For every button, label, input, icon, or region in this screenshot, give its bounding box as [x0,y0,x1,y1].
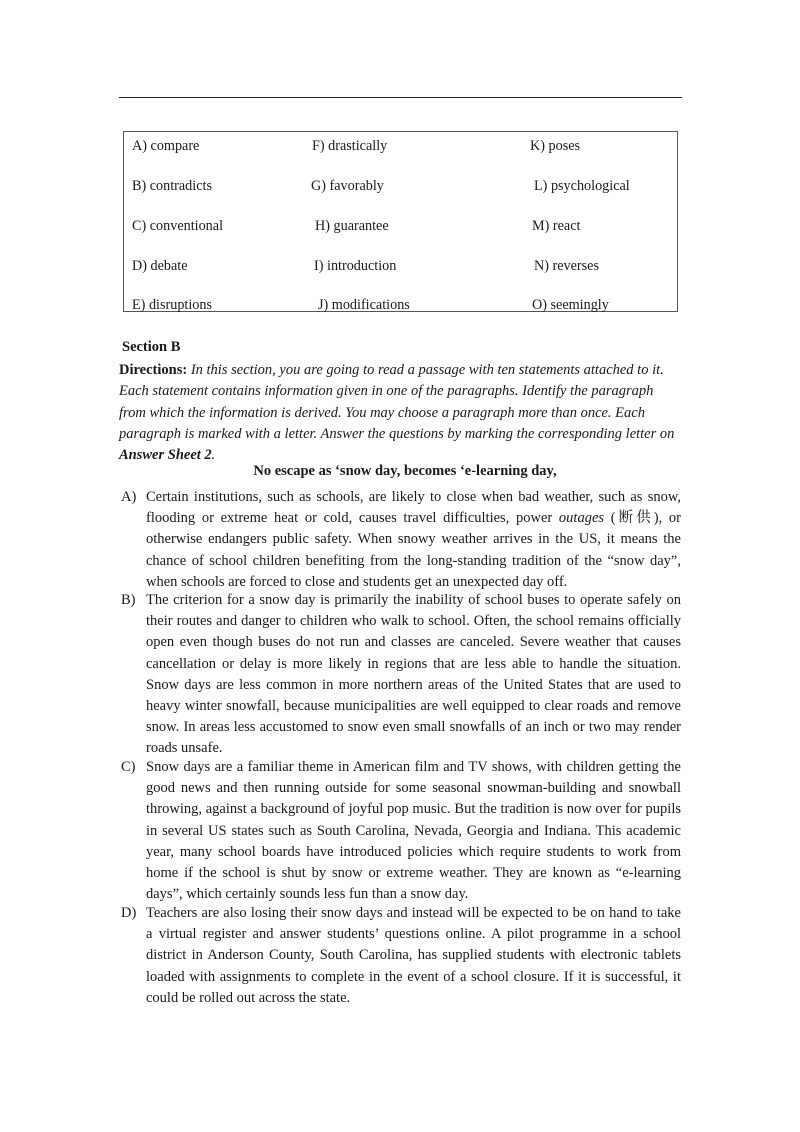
word-option-e: E) disruptions [132,297,212,313]
word-option-j: J) modifications [318,297,410,313]
word-option-f: F) drastically [312,138,388,154]
paragraph-text: Certain institutions, such as schools, are likely to close when bad weather, such as snow, flooding or extreme heat or cold, causes travel difficulties, power [146,489,681,527]
paragraph-text: Snow days are a familiar theme in American film and TV shows, with children getting the good news and then running outside for some seasonal snowman-building and snowball throwing, against a background of joyful pop music. But the tradition is now over for pupils in several US states such as South Carolina, Nevada, Georgia and Indiana. This academic year, many school boards have introduced policies which require students to work from home if the school is shut by snow or extreme weather. They are known as “e-learning days”, which certainly sounds less fun than a snow day. [146,759,681,903]
directions-end: . [211,447,216,464]
word-option-d: D) debate [132,258,188,274]
paragraph-letter: D) [121,905,137,921]
section-title: Section B [122,339,181,355]
word-bank-table [123,131,678,312]
word-option-b: B) contradicts [132,178,212,194]
paragraph-text: Teachers are also losing their snow days and instead will be expected to be on hand to take a virtual register and answer students’ questions online. A pilot programme in a school district in Anderson County, South Carolina, has supplied students with electronic tablets loaded with assignments to complete in the event of a school closure. If it is successful, it could be rolled out across the state. [146,905,681,1006]
paragraph-d [121,903,681,1009]
top-divider [119,97,682,98]
word-option-a: A) compare [132,138,200,154]
word-option-n: N) reverses [534,258,599,274]
paragraph-c [121,757,681,905]
paragraph-letter: B) [121,592,136,608]
word-option-l: L) psychological [534,178,630,194]
word-option-c: C) conventional [132,218,224,234]
paragraph-b [121,590,681,760]
word-option-o: O) seemingly [532,297,609,313]
paragraph-text: The criterion for a snow day is primarily the inability of school buses to operate safely on their routes and danger to children who walk to school. Often, the school remains officially open even though buses do not run and classes are canceled. Severe weather that causes cancellation or delay is more likely in regions that are less able to handle the situation. Snow days are less common in more northern areas of the United States that are used to heavy winter snowfall, because municipalities are well equipped to clear roads and remove snow. In areas less accustomed to snow even small snowfalls of an inch or two may render roads unsafe. [146,592,681,757]
word-option-g: G) favorably [311,178,384,194]
paragraph-letter: A) [121,489,137,505]
word-option-k: K) poses [530,138,581,154]
directions-block [119,360,682,466]
directions-text: In this section, you are going to read a passage with ten statements attached to it. Each statement contains information given in one of the paragraphs. Identify the paragraph from which the information is derived. You may choose a paragraph more than once. Each paragraph is marked with a letter. Answer the questions by marking the corresponding letter on [119,362,675,442]
paragraph-a [121,487,681,593]
answer-sheet-reference: Answer Sheet 2 [119,447,212,464]
passage-title: No escape as ‘snow day, becomes ‘e-learning day, [253,463,557,479]
word-option-h: H) guarantee [315,218,389,234]
directions-label: Directions: [119,362,188,378]
word-option-m: M) react [532,218,581,234]
paragraph-text-end: (断供), or otherwise endangers public safety. When snowy weather arrives in the US, it means the chance of school children benefiting from the long-standing tradition of the “snow day”, when schools are forced to close and students get an unexpected day off. [146,510,681,590]
paragraph-italic-term: outages [558,510,605,527]
word-option-i: I) introduction [314,258,397,274]
paragraph-letter: C) [121,759,136,775]
